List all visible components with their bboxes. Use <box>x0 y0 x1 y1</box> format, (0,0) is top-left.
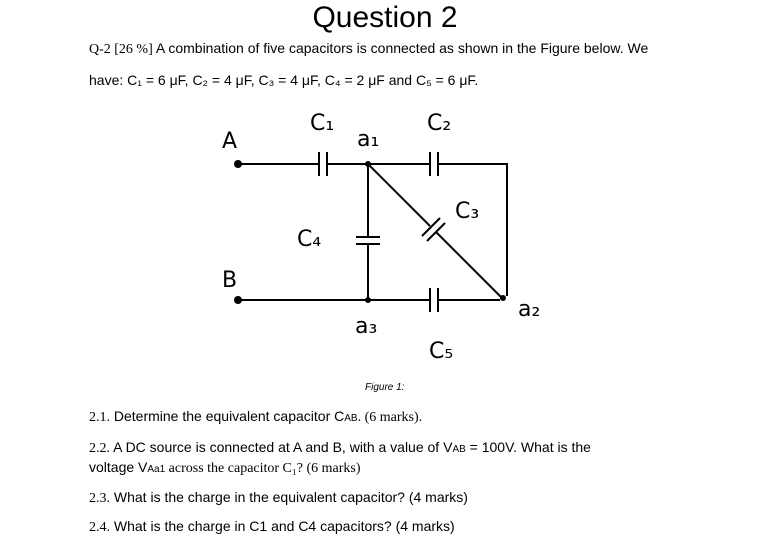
label-c2: C₂ <box>427 111 452 136</box>
intro-text-1: A combination of five capacitors is connected as shown in the Figure below. We <box>152 40 649 56</box>
question-2-3 <box>89 489 468 507</box>
wire-c3-a2 <box>436 232 502 298</box>
question-2-4 <box>89 518 455 536</box>
wire-a1-c3 <box>368 164 430 226</box>
node-a1 <box>365 161 371 167</box>
question-number: 2.3. <box>89 491 110 506</box>
question-2-1 <box>89 408 422 426</box>
node-a <box>234 160 242 168</box>
label-a1: a₁ <box>357 127 380 152</box>
question-number: 2.2. <box>89 441 110 456</box>
intro-line-2: have: C₁ = 6 μF, C₂ = 4 μF, C₃ = 4 μF, C₄ = 2 μF and C₅ = 6 μF. <box>89 72 479 88</box>
question-number: 2.1. <box>89 410 110 425</box>
wire-c2-a2 <box>438 164 507 296</box>
question-label: Q-2 [26 %] <box>89 42 153 57</box>
question-2-2-continued <box>89 459 361 477</box>
node-a2 <box>500 295 506 301</box>
question-text: What is the charge in C1 and C4 capacitors? (4 marks) <box>110 518 455 534</box>
label-b: B <box>222 268 238 293</box>
label-c5: C₅ <box>429 339 454 364</box>
label-a3: a₃ <box>355 314 378 339</box>
question-number: 2.4. <box>89 520 110 535</box>
question-marks: across the capacitor C₁? (6 marks) <box>165 461 361 476</box>
label-a: A <box>222 129 238 154</box>
question-text: What is the charge in the equivalent capacitor? (4 marks) <box>110 489 468 505</box>
question-subscript: AB <box>344 413 358 424</box>
label-a2: a₂ <box>518 297 541 322</box>
question-text: voltage V <box>89 459 148 475</box>
node-a3 <box>365 297 371 303</box>
question-subscript: Aa1 <box>147 464 166 475</box>
question-marks: . (6 marks). <box>357 410 423 425</box>
label-c1: C₁ <box>310 111 335 136</box>
question-2-2 <box>89 439 591 457</box>
label-c3: C₃ <box>455 199 480 224</box>
question-text: A DC source is connected at A and B, with a value of V <box>110 439 453 455</box>
figure-caption: Figure 1: <box>365 382 405 393</box>
question-subscript: AB <box>452 444 466 455</box>
question-text-continued: = 100V. What is the <box>465 439 591 455</box>
node-b <box>234 296 242 304</box>
page-title: Question 2 <box>312 1 458 34</box>
question-text: Determine the equivalent capacitor C <box>110 408 345 424</box>
label-c4: C₄ <box>297 227 322 252</box>
